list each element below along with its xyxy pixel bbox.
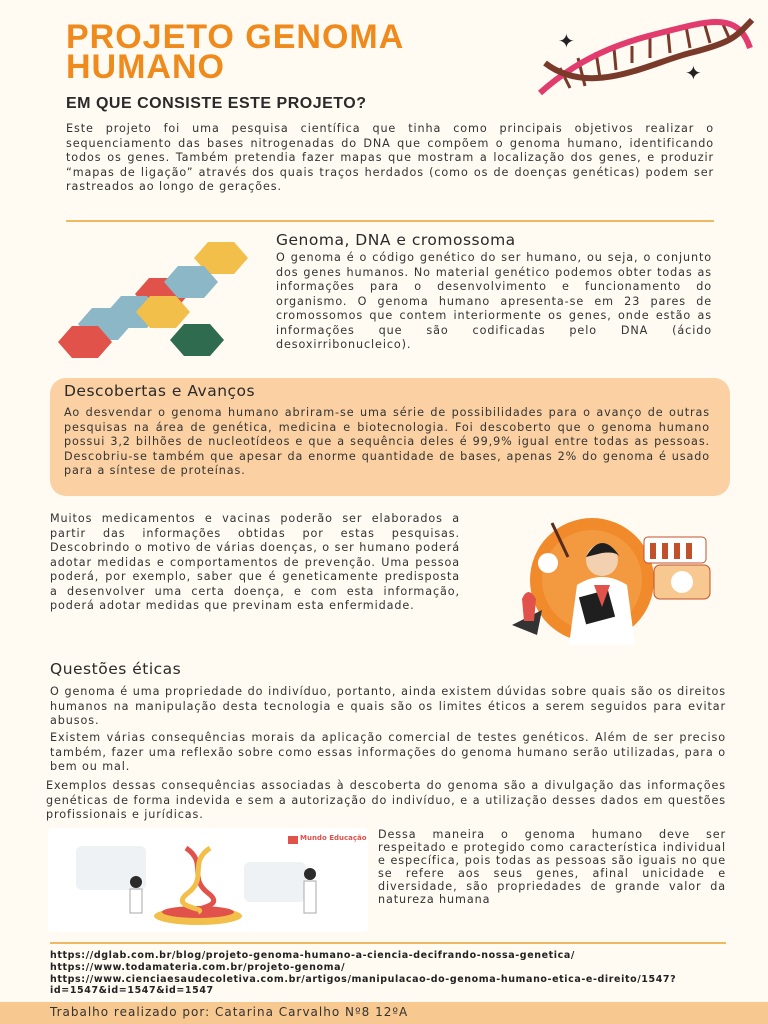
section-subtitle: EM QUE CONSISTE ESTE PROJETO? [66,95,367,112]
questoes-paragraph-3: Exemplos dessas consequências associadas à descoberta do genoma são a divulgação das informações genéticas de forma indevida e sem a autorização do indivíduo, e a utilização desses dados em questões profissionais e jurídicas. [46,779,726,821]
hexagon-molecule-icon [58,238,258,363]
page-title: PROJETO GENOMA HUMANO [66,18,404,86]
reference-link[interactable]: https://www.todamateria.com.br/projeto-genoma/ [50,961,346,973]
descobertas-paragraph: Ao desvendar o genoma humano abriram-se uma série de possibilidades para o avanço de outras pesquisas na área de genética, medicina e biotecnologia. Foi descoberto que o genoma humano possui 3,2 bilhões de nucleotídeos e que a sequência deles é 99,9% igual entre todas as pessoas. Descobriu-se também que apesar da enorme quantidade de bases, apenas 2% do genoma é usado para a síntese de proteínas. [64,406,710,477]
questoes-paragraph-4: Dessa maneira o genoma humano deve ser respeitado e protegido como característica individual e específica, pois todas as pessoas são iguais no que se refere aos seus genes, afinal unicidade e diversidade, são propriedades de grande valor da natureza humana [378,828,726,906]
questoes-heading: Questões éticas [50,660,182,678]
dna-helix-icon [530,8,760,98]
scientist-illustration [482,515,722,645]
genome-lab-icon [48,828,368,932]
questoes-paragraph-2: Existem várias consequências morais da aplicação comercial de testes genéticos. Além de ser preciso também, fazer uma reflexão sobre como essas informações do genoma humano serão utilizadas, para o bem ou mal. [50,731,726,773]
mundo-educacao-logo: Mundo Educação [300,834,367,842]
intro-paragraph: Este projeto foi uma pesquisa científica que tinha como principais objetivos realizar o sequenciamento das bases nitrogenadas do DNA que compõem o genoma humano, identificando todos os genes. Também pretendia fazer mapas que mostram a localização dos genes, e produzir “mapas de ligação” através dos quais traços herdados (como os de doenças genéticas) podem ser rastreados ao longo de gerações. [66,122,714,193]
footer-bar [0,1002,768,1024]
footer-credit: Trabalho realizado por: Catarina Carvalho Nº8 12ºA [50,1005,409,1019]
lab-illustration [48,828,368,932]
questoes-paragraph-1: O genoma é uma propriedade do indivíduo, portanto, ainda existem dúvidas sobre quais são os direitos humanos na manipulação desta tecnologia e quais são os limites éticos a serem seguidos para evitar abusos. [50,685,726,727]
reference-link[interactable]: https://dglab.com.br/blog/projeto-genoma-humano-a-ciencia-decifrando-nossa-genetica/ [50,950,575,961]
svg-text:✦: ✦ [558,29,575,53]
genoma-paragraph: O genoma é o código genético do ser humano, ou seja, o conjunto dos genes humanos. No material genético podemos obter todas as informações para o desenvolvimento e funcionamento do organismo. O genoma humano apresenta-se em 23 pares de cromossomos que contem interiormente os genes, onde estão as informações que são codificadas pelo DNA (ácido desoxirribonucleico). [276,251,712,351]
reference-link[interactable]: https://www.cienciaesaudecoletiva.com.br/artigos/manipulacao-do-genoma-humano-etica-e-direito/1547?id=1547&id=1547&id=1547 [50,973,677,997]
divider [66,220,714,222]
genoma-heading: Genoma, DNA e cromossoma [276,231,516,249]
divider-bottom [50,942,726,944]
descobertas-heading: Descobertas e Avanços [64,382,256,400]
svg-text:✦: ✦ [685,61,702,85]
references-list [50,950,720,997]
medicamentos-paragraph: Muitos medicamentos e vacinas poderão ser elaborados a partir das informações obtidas por estas pesquisas. Descobrindo o motivo de várias doenças, o ser humano poderá adotar medidas e comportamentos de prevenção. Uma pessoa poderá, por exemplo, saber que é geneticamente predisposta a desenvolver uma certa doença, e com esta informação, poderá adotar medidas que previnam esta enfermidade. [50,512,460,612]
